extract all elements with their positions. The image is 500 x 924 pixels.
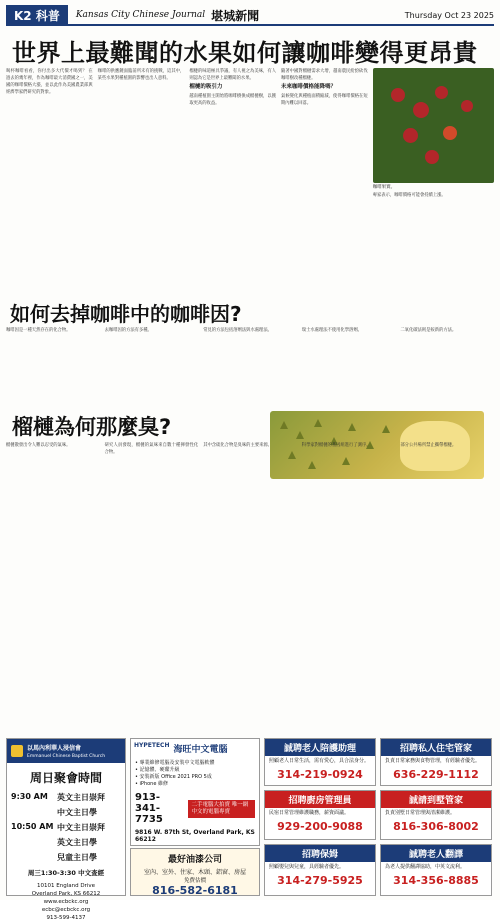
article1-paragraph: 氣候變化與種植面積縮減，使得咖啡價格在短期內難以回落。 <box>281 94 368 107</box>
issue-date: Thursday Oct 23 2025 <box>404 10 494 20</box>
article1-column <box>281 68 368 293</box>
painting-company-name: 最好油漆公司 <box>167 855 222 865</box>
article2-column: 咖啡因是一種天然存在的化合物。 <box>6 328 71 333</box>
article2-column: 瑞士水處理法不使用化學溶劑。 <box>301 328 362 333</box>
shop-phone: 913-341-7735 <box>135 792 163 825</box>
article2-column: 常見的方法包括溶劑法與水處理法。 <box>203 328 272 333</box>
article1-subheading: 未來咖啡價格能降嗎？ <box>281 84 337 91</box>
computer-shop-ad <box>130 738 260 846</box>
article2-headline: 如何去掉咖啡中的咖啡因? <box>10 302 242 326</box>
classified-ad: 招聘私人住宅管家 負責日常家務與食物管理，有經驗者優先。 636-229-1112 <box>380 738 492 786</box>
article1-paragraph: 越南種植園主開始將咖啡樹換成榴槤樹，以獲取更高的收益。 <box>189 94 277 107</box>
classified-ad: 招聘保姆 照顧嬰兒與兒童，具經驗者優先。 314-279-5925 <box>264 844 376 896</box>
church-ad <box>6 738 126 921</box>
classified-ad: 誠請到墅管家 負責別墅日常管理與清潔維護。 816-306-8002 <box>380 790 492 840</box>
church-email-link[interactable]: ecbc@ecbckc.org <box>41 907 91 913</box>
publication-name-chinese: 堪城新聞 <box>211 8 260 23</box>
coffee-cherries-photo <box>373 68 494 183</box>
article1-paragraph: 專家表示，咖啡價格可能會持續上漲。 <box>372 192 446 198</box>
painting-company-phone: 816-582-6181 <box>152 884 238 897</box>
article2-column: 去咖啡因的方法有多種。 <box>104 328 152 333</box>
classified-ad: 誠聘老人翻譯 為老人提供翻譯協助，中英文流利。 314-356-8885 <box>380 844 492 896</box>
article3-column: 研究人員發現，榴槤的氣味來自數十種揮發性化合物。 <box>104 443 199 456</box>
service-row: 中文主日學 <box>57 808 97 817</box>
article1-subheading: 榴槤的吸引力 <box>189 84 223 91</box>
advertisement-area <box>6 738 494 921</box>
promo-badge: 二手電腦大拍賣 唯一網中文的電腦專賣 <box>188 800 255 818</box>
service-times-title: 周日聚會時間 <box>29 771 102 785</box>
publication-name-english: Kansas City Chinese Journal <box>75 10 206 20</box>
article1-photo-column <box>373 68 494 293</box>
church-ad-header <box>7 739 125 763</box>
church-name-chinese: 以馬內利華人浸信會 <box>27 745 82 752</box>
article3-headline: 榴槤為何那麼臭? <box>12 415 172 439</box>
article1-column <box>189 68 276 293</box>
shop-brand: HYPETECH 海旺中文電腦 <box>134 742 228 755</box>
shop-services: • 專業維修電腦及安裝中文電腦軟體 • 記憶體、硬碟升級 • 安裝新版 Office 2021 PRO 5成 • iPhone 維修 <box>135 760 215 787</box>
section-label: K2 科普 <box>6 5 68 26</box>
article3-column: 榴槤散發出令人難以忍受的氣味。 <box>6 443 71 448</box>
church-website-link[interactable]: www.ecbckc.org <box>43 899 89 905</box>
article1-paragraph: 榴槤的味道極具爭議，有人視之為美味，有人則認為它是世界上最難聞的水果。 <box>189 69 277 82</box>
church-contact: 10101 England Drive Overland Park, KS 66212 www.ecbckc.org ecbc@ecbckc.org 913-599-4137 <box>7 880 125 924</box>
article3-column: 部分公共場所禁止攜帶榴槤。 <box>400 443 457 448</box>
article1-headline: 世界上最難聞的水果如何讓咖啡變得更昂貴 <box>12 39 478 67</box>
article3-column: 科學家對榴槤的基因組進行了測序。 <box>301 443 371 448</box>
classified-ad: 招聘廚房管理員 民宿日常管理維護職務，薪資面議。 929-200-9088 <box>264 790 376 840</box>
shop-address: 9816 W. 87th St, Overland Park, KS 66212 <box>135 829 255 843</box>
painting-company-ad: 最好油漆公司 室內、室外、住家、木頭、鋁窗、房屋 免費估價 816-582-6181 <box>130 848 260 896</box>
service-row: 10:50 AM 中文主日崇拜 <box>11 822 105 832</box>
service-row: 英文主日學 <box>57 838 97 847</box>
service-row: 兒童主日學 <box>57 853 97 862</box>
service-row: 9:30 AM 英文主日崇拜 <box>11 792 105 802</box>
article1-column <box>98 68 185 293</box>
article3-column: 其中含硫化合物是臭味的主要來源。 <box>203 443 272 448</box>
bible-study-time: 周三1:30-3:30 中文查經 <box>27 869 105 877</box>
church-name-english: Emmanuel Chinese Baptist Church <box>27 754 106 759</box>
page-header <box>6 6 494 26</box>
article1-body <box>6 68 494 293</box>
article1-paragraph: 喝杯咖啡看看，你付出多大代價才喝到？ 在過去的幾年裡，作為咖啡最大消費國之一，美國的咖啡價格大漲，並以此作為美國農業部與經濟學家們研究的對象。 <box>6 69 93 96</box>
photo-caption: 咖啡果實。 <box>372 185 396 190</box>
classified-ad: 誠聘老人陪護助理 照顧老人日常生活，需有愛心，具合法身分。 314-219-0924 <box>264 738 376 786</box>
church-logo-icon <box>11 745 23 757</box>
article1-paragraph: 隨著中國對榴槤需求大增，越南農民紛紛砍伐咖啡樹改種榴槤。 <box>281 69 368 82</box>
article3-body <box>6 442 494 732</box>
article1-paragraph: 咖啡的供應鏈面臨前所未有的挑戰，這其中，某些水果對種植園的影響也出人意料。 <box>97 69 185 82</box>
article1-column <box>6 68 93 293</box>
article2-body <box>6 327 494 405</box>
article2-column: 二氧化碳法則是較新的方法。 <box>400 328 457 333</box>
